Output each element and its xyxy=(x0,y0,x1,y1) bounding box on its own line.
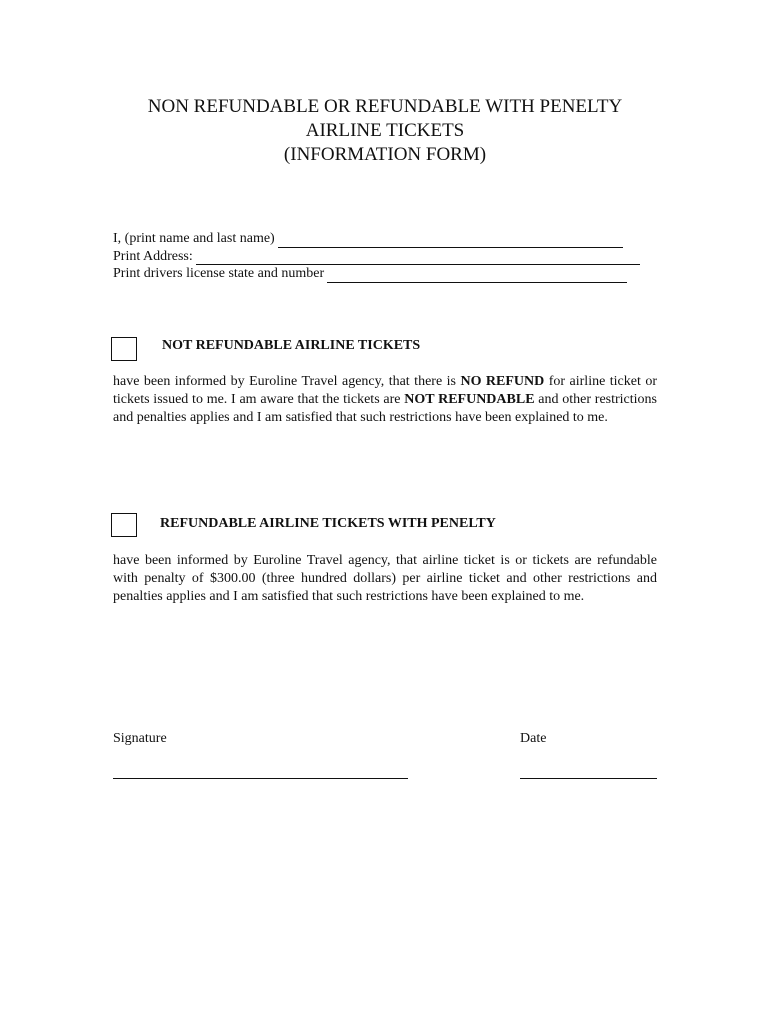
date-input-line[interactable] xyxy=(520,778,657,779)
date-label: Date xyxy=(520,731,547,746)
license-input-line[interactable] xyxy=(327,270,627,283)
form-title xyxy=(0,95,770,167)
license-field-row xyxy=(113,265,640,283)
address-field-label: Print Address: xyxy=(113,248,193,264)
signature-label: Signature xyxy=(113,731,167,746)
not-refundable-emphasis: NOT REFUNDABLE xyxy=(404,392,535,407)
name-input-line[interactable] xyxy=(278,235,623,248)
name-field-label: I, (print name and last name) xyxy=(113,231,275,246)
not-refundable-text-3: and other restrictions and penalties applies and I am satisfied that such restrictions have been explained to me. xyxy=(113,392,657,425)
form-title-line-3: (INFORMATION FORM) xyxy=(283,144,487,165)
name-field-row xyxy=(113,230,640,248)
not-refundable-title: NOT REFUNDABLE AIRLINE TICKETS xyxy=(162,338,421,353)
refundable-with-penalty-paragraph: have been informed by Euroline Travel agency, that airline ticket is or tickets are refundable with penalty of $300.00 (three hundred dollars) per airline ticket and other restrictions and penalties applies and I am satisfied that such restrictions have been explained to me. xyxy=(113,553,657,604)
address-input-line[interactable] xyxy=(196,252,640,265)
not-refundable-text-2: for airline ticket or tickets issued to me. I am aware that the tickets are xyxy=(113,374,657,407)
personal-info-fields xyxy=(113,230,640,283)
refundable-with-penalty-checkbox[interactable] xyxy=(111,513,137,537)
form-title-line-2: AIRLINE TICKETS xyxy=(305,120,465,141)
refundable-with-penalty-title: REFUNDABLE AIRLINE TICKETS WITH PENELTY xyxy=(160,516,496,531)
license-field-label: Print drivers license state and number xyxy=(113,266,325,281)
not-refundable-checkbox[interactable] xyxy=(111,337,137,361)
address-field-row xyxy=(113,248,640,266)
no-refund-emphasis: NO REFUND xyxy=(460,374,545,389)
signature-input-line[interactable] xyxy=(113,778,408,779)
not-refundable-text-1: have been informed by Euroline Travel agency, that there is xyxy=(113,374,461,389)
form-title-line-1: NON REFUNDABLE OR REFUNDABLE WITH PENELTY xyxy=(147,96,623,117)
not-refundable-paragraph xyxy=(113,373,657,427)
